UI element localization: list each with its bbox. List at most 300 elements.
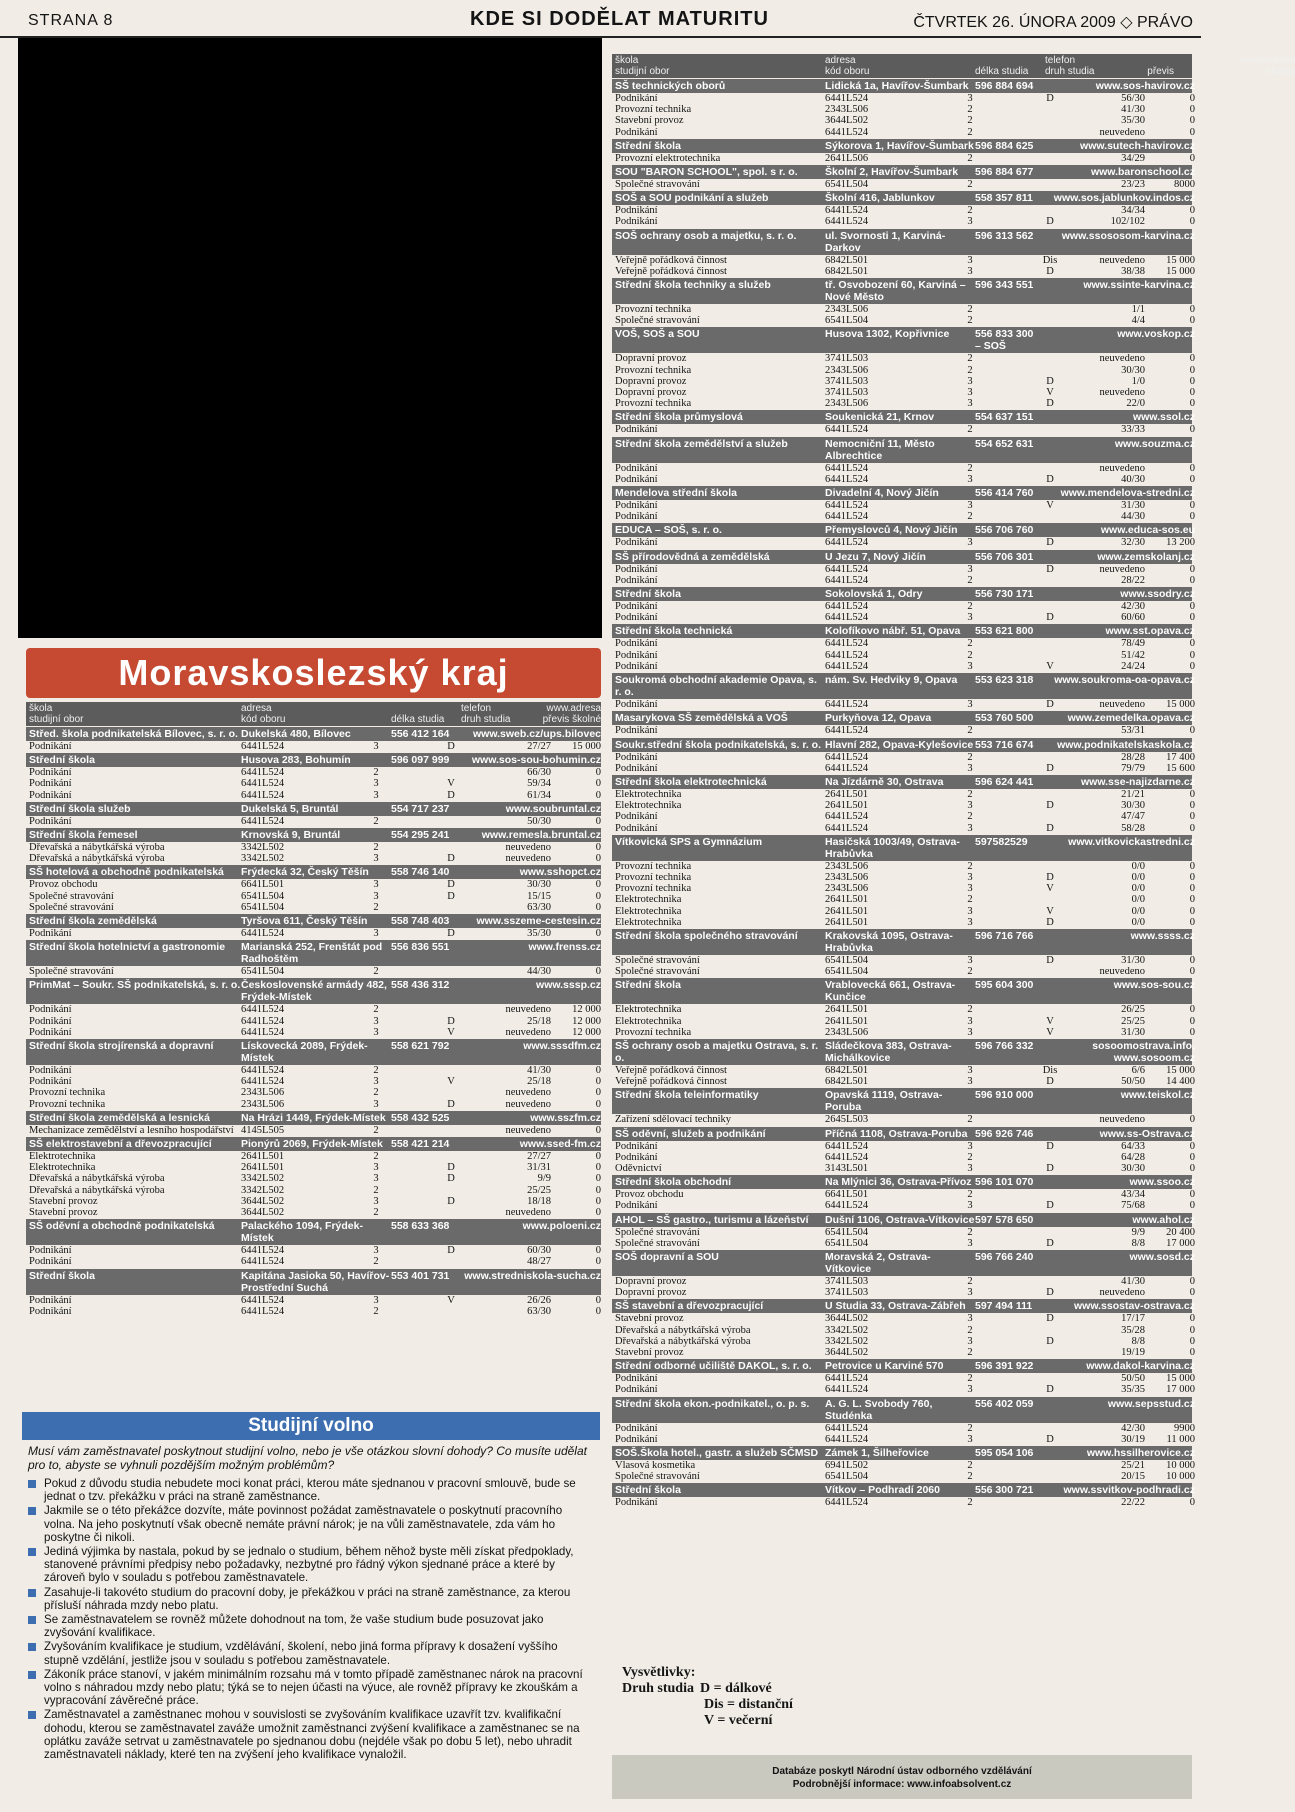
program-name: Dřevařská a nábytkářská výroba bbox=[615, 1324, 751, 1336]
fee-value: 15 000 bbox=[1166, 1373, 1195, 1385]
study-length: 2 bbox=[373, 901, 379, 913]
program-code: 3741L503 bbox=[825, 1287, 869, 1299]
school-website[interactable]: www.sszeme-cestesin.cz bbox=[476, 915, 601, 928]
fee-value: 10 000 bbox=[1166, 1460, 1195, 1472]
school-phone: 596 101 070 bbox=[975, 1176, 1034, 1189]
program-row bbox=[612, 1140, 1195, 1152]
program-name: Elektrotechnika bbox=[615, 1015, 682, 1027]
program-name: Dřevařská a nábytkářská výroba bbox=[29, 1184, 165, 1196]
school-phone: 596 884 677 bbox=[975, 166, 1034, 179]
study-type: D bbox=[447, 890, 455, 902]
program-name: Stavební provoz bbox=[615, 1347, 684, 1358]
col-program: studijní obor bbox=[615, 66, 670, 77]
program-row bbox=[26, 1065, 601, 1076]
program-row bbox=[612, 574, 1195, 586]
program-name: Vlasová kosmetika bbox=[615, 1460, 696, 1472]
study-leave-item: Jakmile se o této překážce dozvíte, máte povinnost požádat zaměstnavatele o poskytnutí pracovního volna. Na jeho poskytnutí však obecně nemáte právní nárok; je na vůli zaměstnavatele, zda vám ho poskytne či nikoli. bbox=[28, 1504, 594, 1544]
study-length: 3 bbox=[967, 905, 973, 917]
school-website[interactable]: www.teiskol.cz bbox=[1120, 1089, 1195, 1102]
school-website[interactable]: www.ssoo.cz bbox=[1129, 1176, 1195, 1189]
program-code: 6441L524 bbox=[825, 612, 869, 624]
school-website[interactable]: www.sssdfm.cz bbox=[523, 1040, 601, 1053]
fee-value: 0 bbox=[1189, 649, 1195, 661]
school-name: VOŠ, SOŠ a SOU bbox=[615, 328, 700, 341]
left-table-body bbox=[26, 727, 601, 1317]
program-row bbox=[612, 860, 1195, 872]
study-type: D bbox=[447, 1173, 455, 1185]
program-code: 6441L524 bbox=[825, 649, 869, 661]
program-name: Podnikání bbox=[29, 1305, 72, 1317]
school-website[interactable]: www.sos-sou.cz bbox=[1113, 979, 1195, 992]
study-length: 3 bbox=[373, 928, 379, 940]
school-website[interactable]: www.sszfm.cz bbox=[530, 1111, 601, 1124]
program-row bbox=[612, 265, 1195, 277]
program-name: Dopravní provoz bbox=[615, 353, 687, 365]
col-web: www.adresa bbox=[1240, 55, 1295, 66]
program-name: Podnikání bbox=[615, 563, 658, 575]
study-length: 2 bbox=[967, 638, 973, 650]
school-website[interactable]: www.podnikatelskaskola.cz bbox=[1057, 738, 1195, 751]
program-name: Veřejně pořádková činnost bbox=[615, 1064, 727, 1076]
program-row bbox=[612, 1275, 1195, 1287]
school-header-row bbox=[612, 1446, 1195, 1460]
study-type: D bbox=[447, 853, 455, 865]
fee-value: 0 bbox=[1189, 462, 1195, 474]
program-name: Společné stravování bbox=[615, 1237, 700, 1249]
study-type bbox=[411, 1125, 491, 1136]
fee-value: 0 bbox=[1189, 954, 1195, 966]
study-length: 2 bbox=[967, 511, 973, 523]
previs-value: neuvedeno bbox=[1099, 387, 1145, 399]
school-website[interactable]: www.soubruntal.cz bbox=[505, 802, 601, 815]
program-row bbox=[612, 563, 1195, 575]
program-name: Podnikání bbox=[615, 216, 658, 228]
legend-label: Druh studia bbox=[622, 1681, 694, 1696]
previs-value: 25/21 bbox=[1121, 1460, 1145, 1472]
previs-value: 6/6 bbox=[1131, 1064, 1145, 1076]
school-header-row bbox=[612, 437, 1195, 463]
school-phone: 556 300 721 bbox=[975, 1484, 1034, 1497]
col-phone: telefon bbox=[461, 703, 492, 714]
school-address: Moravská 2, Ostrava-Vítkovice bbox=[825, 1250, 931, 1275]
previs-value: 28/22 bbox=[1121, 574, 1145, 586]
col-address: adresa bbox=[825, 55, 856, 66]
school-phone: 553 760 500 bbox=[975, 712, 1034, 725]
school-website[interactable]: www.hssilherovice.cz bbox=[1086, 1447, 1195, 1460]
study-type bbox=[411, 1207, 491, 1218]
previs-value: neuvedeno bbox=[505, 1087, 551, 1099]
school-address: Kolofíkovo nábř. 51, Opava bbox=[825, 625, 961, 638]
program-row bbox=[612, 1004, 1195, 1016]
study-length: 3 bbox=[967, 216, 973, 228]
program-name: Podnikání bbox=[615, 500, 658, 512]
previs-value: 59/34 bbox=[527, 778, 551, 790]
study-length: 3 bbox=[373, 789, 379, 801]
study-length: 2 bbox=[967, 462, 973, 474]
study-type bbox=[1005, 1460, 1095, 1471]
program-name: Podnikání bbox=[615, 699, 658, 711]
school-phone: 556 706 301 bbox=[975, 550, 1034, 563]
study-type bbox=[1005, 511, 1095, 522]
program-row bbox=[26, 891, 601, 902]
previs-value: 50/50 bbox=[1121, 1373, 1145, 1385]
col-program: studijní obor bbox=[29, 714, 84, 725]
school-website[interactable]: www.vitkovickastredni.cz bbox=[1068, 835, 1195, 848]
school-website[interactable]: www.sutech-havirov.cz bbox=[1080, 139, 1195, 152]
school-website[interactable]: www.educa-sos.eu bbox=[1100, 524, 1195, 537]
study-type: V bbox=[1046, 660, 1054, 672]
school-website[interactable]: www.sssp.cz bbox=[536, 979, 601, 992]
program-code: 6441L524 bbox=[241, 789, 285, 801]
school-phone: 596 624 441 bbox=[975, 775, 1034, 788]
school-website[interactable]: www.ahol.cz bbox=[1132, 1213, 1195, 1226]
previs-value: 47/47 bbox=[1121, 811, 1145, 823]
program-name: Veřejně pořádková činnost bbox=[615, 265, 727, 277]
program-code: 6441L524 bbox=[241, 1004, 285, 1016]
fee-value: 0 bbox=[1189, 601, 1195, 613]
program-row bbox=[26, 928, 601, 939]
school-name: Střední škola technická bbox=[615, 625, 733, 638]
school-website[interactable]: www.voskop.cz bbox=[1117, 328, 1195, 341]
program-name: Dřevařská a nábytkářská výroba bbox=[29, 853, 165, 865]
school-phone: 595 604 300 bbox=[975, 979, 1034, 992]
program-row bbox=[26, 767, 601, 778]
program-row bbox=[26, 1027, 601, 1038]
program-row bbox=[612, 1335, 1195, 1347]
previs-value: 4/4 bbox=[1131, 315, 1145, 327]
school-phone: 596 097 999 bbox=[391, 754, 450, 767]
study-length: 3 bbox=[967, 871, 973, 883]
program-code: 2343L506 bbox=[825, 871, 869, 883]
program-row bbox=[26, 1076, 601, 1087]
study-type: D bbox=[1046, 1433, 1054, 1445]
study-leave-list bbox=[22, 1477, 600, 1761]
program-name: Podnikání bbox=[615, 638, 658, 650]
school-website[interactable]: www.dakol-karvina.cz bbox=[1086, 1360, 1195, 1373]
school-phone: 596 926 746 bbox=[975, 1127, 1034, 1140]
previs-value: 0/0 bbox=[1131, 894, 1145, 906]
program-code: 2641L506 bbox=[825, 152, 869, 164]
program-name: Dopravní provoz bbox=[615, 1287, 687, 1299]
program-name: Podnikání bbox=[29, 928, 72, 940]
program-row bbox=[612, 1076, 1195, 1088]
region-banner: Moravskoslezský kraj bbox=[26, 648, 601, 698]
previs-value: neuvedeno bbox=[1099, 699, 1145, 711]
school-website[interactable]: www.sos.jablunkov.indos.cz bbox=[1053, 192, 1195, 205]
study-length: 2 bbox=[967, 1497, 973, 1509]
program-name: Podnikání bbox=[615, 473, 658, 485]
school-address: Krnovská 9, Bruntál bbox=[241, 829, 341, 842]
previs-value: 79/79 bbox=[1121, 762, 1145, 774]
school-website[interactable]: www.soukroma-oa-opava.cz bbox=[1054, 674, 1195, 687]
school-name: Střední škola průmyslová bbox=[615, 411, 743, 424]
source-line: Databáze poskytl Národní ústav odborného vzdělávání bbox=[772, 1766, 1032, 1777]
school-phone: 596 343 551 bbox=[975, 279, 1034, 292]
school-website[interactable]: www.sshopct.cz bbox=[519, 866, 601, 879]
previs-value: neuvedeno bbox=[505, 1026, 551, 1038]
school-website[interactable]: www.ssed-fm.cz bbox=[519, 1138, 601, 1151]
study-type: D bbox=[1046, 265, 1054, 277]
school-address: Lidická 1a, Havířov-Šumbark bbox=[825, 80, 969, 92]
school-name: AHOL – SŠ gastro., turismu a lázeňství bbox=[615, 1213, 809, 1226]
study-type: D bbox=[1046, 800, 1054, 812]
study-type bbox=[1005, 315, 1095, 326]
study-type bbox=[411, 1065, 491, 1076]
col-school: škola bbox=[29, 703, 53, 714]
school-website[interactable]: sosoomostrava.info, www.sosoom.cz bbox=[1092, 1039, 1195, 1064]
school-website[interactable]: www.ssodry.cz bbox=[1120, 588, 1195, 601]
previs-value: 66/30 bbox=[527, 767, 551, 779]
school-phone: 558 621 792 bbox=[391, 1040, 450, 1053]
school-name: Soukromá obchodní akademie Opava, s. r. o. bbox=[615, 674, 817, 699]
study-type: D bbox=[1046, 1140, 1054, 1152]
program-row bbox=[612, 1347, 1195, 1358]
program-name: Stavební provoz bbox=[29, 1207, 98, 1219]
study-length: 2 bbox=[967, 1004, 973, 1016]
study-length: 2 bbox=[967, 1226, 973, 1238]
study-type bbox=[1005, 1114, 1095, 1125]
previs-value: 42/30 bbox=[1121, 1422, 1145, 1434]
program-name: Podnikání bbox=[615, 1140, 658, 1152]
school-website[interactable]: www.sos-havirov.cz bbox=[1095, 80, 1195, 92]
study-type: D bbox=[1046, 563, 1054, 575]
fee-value: 0 bbox=[595, 928, 601, 940]
school-header-row bbox=[612, 523, 1195, 537]
program-row bbox=[26, 816, 601, 827]
program-name: Podnikání bbox=[29, 1015, 72, 1027]
fee-value: 0 bbox=[1189, 1335, 1195, 1347]
program-name: Dřevařská a nábytkářská výroba bbox=[615, 1335, 751, 1347]
previs-value: 60/30 bbox=[527, 1245, 551, 1257]
school-header-row bbox=[26, 865, 601, 879]
program-row bbox=[612, 500, 1195, 512]
school-website[interactable]: www.ssinte-karvina.cz bbox=[1083, 279, 1195, 292]
school-website[interactable]: www.ssostav-ostrava.cz bbox=[1074, 1300, 1195, 1313]
school-website[interactable]: www.ssososom-karvina.cz bbox=[1061, 229, 1195, 242]
fee-value: 0 bbox=[595, 1087, 601, 1099]
school-website[interactable]: www.ssol.cz bbox=[1132, 411, 1195, 424]
study-type bbox=[1005, 752, 1095, 763]
school-header-row bbox=[26, 1137, 601, 1151]
fee-value: 0 bbox=[1189, 574, 1195, 586]
program-name: Zařízení sdělovací techniky bbox=[615, 1114, 732, 1126]
study-type bbox=[1005, 115, 1095, 126]
school-name: SOŠ a SOU podnikání a služeb bbox=[615, 192, 769, 205]
previs-value: 40/30 bbox=[1121, 473, 1145, 485]
school-phone: 556 730 171 bbox=[975, 588, 1034, 601]
school-address: Dukelská 480, Bílovec bbox=[241, 728, 351, 740]
program-row bbox=[26, 1207, 601, 1218]
program-code: 6441L524 bbox=[241, 1065, 285, 1077]
program-code: 6541L504 bbox=[825, 1237, 869, 1249]
study-length: 2 bbox=[967, 649, 973, 661]
fee-value: 0 bbox=[1189, 126, 1195, 138]
study-type bbox=[1005, 894, 1095, 905]
study-length: 2 bbox=[373, 1151, 379, 1163]
col-length: délka studia bbox=[975, 66, 1029, 77]
study-type bbox=[1005, 601, 1095, 612]
program-row bbox=[612, 104, 1195, 116]
program-row bbox=[26, 902, 601, 913]
study-type bbox=[1005, 966, 1095, 977]
program-name: Dřevařská a nábytkářská výroba bbox=[29, 1173, 165, 1185]
col-code: kód oboru bbox=[825, 66, 870, 77]
right-table-body bbox=[612, 79, 1195, 1509]
school-website[interactable]: www.souzma.cz bbox=[1114, 437, 1195, 450]
program-name: Podnikání bbox=[615, 537, 658, 549]
previs-value: 53/31 bbox=[1121, 725, 1145, 737]
program-code: 6441L524 bbox=[825, 1497, 869, 1509]
previs-value: 31/30 bbox=[1121, 1026, 1145, 1038]
study-length: 2 bbox=[967, 894, 973, 906]
previs-value: 31/30 bbox=[1121, 500, 1145, 512]
school-website[interactable]: www.remesla.bruntal.cz bbox=[481, 829, 601, 842]
previs-value: 26/26 bbox=[527, 1294, 551, 1306]
program-row bbox=[612, 179, 1195, 191]
school-website[interactable]: www.zemedelka.opava.cz bbox=[1067, 712, 1195, 725]
school-header-row bbox=[612, 1483, 1195, 1497]
fee-value: 0 bbox=[1189, 871, 1195, 883]
previs-value: 26/25 bbox=[1121, 1004, 1145, 1016]
school-phone: 554 652 631 bbox=[975, 437, 1034, 450]
program-name: Provozní elektrotechnika bbox=[615, 152, 721, 164]
study-type: D bbox=[447, 1098, 455, 1110]
study-length: 3 bbox=[373, 1015, 379, 1027]
school-phone: 596 716 766 bbox=[975, 929, 1034, 942]
school-website[interactable]: www.zemskolanj.cz bbox=[1097, 550, 1195, 563]
source-link[interactable]: Podrobnější informace: www.infoabsolvent.cz bbox=[792, 1779, 1012, 1790]
school-website[interactable]: www.sweb.cz/ups.bilovec bbox=[473, 728, 601, 740]
study-type bbox=[411, 966, 491, 977]
study-type bbox=[411, 767, 491, 778]
program-code: 6441L524 bbox=[825, 1373, 869, 1385]
study-length: 3 bbox=[967, 537, 973, 549]
program-name: Podnikání bbox=[615, 1422, 658, 1434]
study-type: D bbox=[447, 1162, 455, 1174]
previs-value: neuvedeno bbox=[1099, 1287, 1145, 1299]
program-row bbox=[26, 1196, 601, 1207]
program-name: Podnikání bbox=[615, 822, 658, 834]
school-name: Soukr.střední škola podnikatelská, s. r. o. bbox=[615, 738, 821, 751]
study-type: D bbox=[1046, 1384, 1054, 1396]
program-row bbox=[612, 954, 1195, 966]
previs-value: 17/17 bbox=[1121, 1313, 1145, 1325]
study-length: 2 bbox=[373, 1256, 379, 1268]
col-previs: převis bbox=[1147, 66, 1174, 77]
program-name: Podnikání bbox=[29, 1004, 72, 1016]
study-type: D bbox=[1046, 1162, 1054, 1174]
program-code: 2343L506 bbox=[825, 1026, 869, 1038]
school-phone: 596 391 922 bbox=[975, 1360, 1034, 1373]
school-website[interactable]: www.baronschool.cz bbox=[1090, 166, 1195, 179]
school-website[interactable]: www.sosd.cz bbox=[1129, 1250, 1195, 1263]
school-phone: 556 833 300 – SOŠ bbox=[975, 328, 1034, 353]
school-phone: 597 578 650 bbox=[975, 1213, 1034, 1226]
fee-value: 0 bbox=[1189, 811, 1195, 823]
previs-value: 25/18 bbox=[527, 1076, 551, 1088]
study-type bbox=[1005, 127, 1095, 138]
previs-value: 42/30 bbox=[1121, 601, 1145, 613]
school-address: Divadelní 4, Nový Jičín bbox=[825, 487, 939, 500]
program-row bbox=[26, 790, 601, 801]
study-type bbox=[1005, 365, 1095, 376]
study-length: 2 bbox=[373, 966, 379, 978]
fee-value: 0 bbox=[1189, 500, 1195, 512]
school-header-row bbox=[612, 775, 1195, 789]
program-code: 6441L524 bbox=[825, 500, 869, 512]
fee-value: 0 bbox=[1189, 883, 1195, 895]
fee-value: 0 bbox=[1189, 205, 1195, 217]
program-code: 3342L502 bbox=[241, 1184, 285, 1196]
program-row bbox=[612, 601, 1195, 613]
study-leave-item: Zvyšováním kvalifikace je studium, vzdělávání, školení, nebo jiná forma přípravy k dosažení vyššího stupně vzdělání, jestliže jsou v souladu s potřebou zaměstnavatele. bbox=[28, 1640, 594, 1666]
fee-value: 20 400 bbox=[1166, 1226, 1195, 1238]
school-website[interactable]: www.stredniskola-sucha.cz bbox=[464, 1269, 601, 1282]
program-code: 3644L502 bbox=[825, 1313, 869, 1325]
school-website[interactable]: www.sos-sou-bohumin.cz bbox=[471, 754, 601, 767]
program-name: Společné stravování bbox=[29, 901, 114, 913]
school-name: Střední škola bbox=[615, 139, 681, 152]
program-code: 3342L502 bbox=[241, 1173, 285, 1185]
study-type: V bbox=[1046, 905, 1054, 917]
study-type: V bbox=[1046, 387, 1054, 399]
school-website[interactable]: www.ssss.cz bbox=[1130, 929, 1195, 942]
program-code: 6441L524 bbox=[825, 511, 869, 523]
school-name: SŠ technických oborů bbox=[615, 80, 726, 92]
school-website[interactable]: www.mendelova-stredni.cz bbox=[1060, 487, 1195, 500]
school-website[interactable]: www.frenss.cz bbox=[528, 941, 601, 954]
previs-value: neuvedeno bbox=[1099, 353, 1145, 365]
study-length: 2 bbox=[967, 424, 973, 436]
study-type: D bbox=[1046, 216, 1054, 228]
fee-value: 0 bbox=[1189, 822, 1195, 834]
study-type bbox=[1005, 1325, 1095, 1336]
study-type bbox=[1005, 1276, 1095, 1287]
fee-value: 0 bbox=[595, 1162, 601, 1174]
school-website[interactable]: www.ss-Ostrava.cz bbox=[1099, 1127, 1195, 1140]
fee-value: 0 bbox=[1189, 424, 1195, 436]
previs-value: 78/49 bbox=[1121, 638, 1145, 650]
study-length: 2 bbox=[967, 1471, 973, 1483]
school-website[interactable]: www.sepsstud.cz bbox=[1107, 1397, 1195, 1410]
school-website[interactable]: www.sse-najizdarne.cz bbox=[1081, 775, 1195, 788]
redacted-area bbox=[18, 38, 602, 638]
legend-item: D = dálkové bbox=[700, 1681, 772, 1696]
school-address: Dušní 1106, Ostrava-Vítkovice bbox=[825, 1213, 975, 1226]
program-code: 2343L506 bbox=[241, 1098, 285, 1110]
study-type: D bbox=[1046, 473, 1054, 485]
school-phone: 558 432 525 bbox=[391, 1111, 450, 1124]
study-leave-item: Zákoník práce stanoví, v jakém minimálním rozsahu má v tomto případě zaměstnanec nárok na pracovní volno s náhradou mzdy nebo platu; týká se to nejen účasti na výuce, ale rovněž přípravy ke zkouškám a vypracování závěrečné práce. bbox=[28, 1668, 594, 1708]
program-name: Podnikání bbox=[615, 1373, 658, 1385]
program-name: Podnikání bbox=[29, 815, 72, 827]
school-website[interactable]: www.sst.opava.cz bbox=[1105, 625, 1195, 638]
study-length: 2 bbox=[373, 1305, 379, 1317]
fee-value: 0 bbox=[1189, 1287, 1195, 1299]
school-website[interactable]: www.poloeni.cz bbox=[522, 1220, 601, 1233]
fee-value: 15 000 bbox=[572, 741, 601, 752]
school-website[interactable]: www.ssvitkov-podhradi.cz bbox=[1063, 1484, 1195, 1497]
program-row bbox=[612, 205, 1195, 217]
fee-value: 0 bbox=[1189, 725, 1195, 737]
program-row bbox=[612, 649, 1195, 661]
fee-value: 0 bbox=[1189, 1347, 1195, 1358]
program-code: 2343L506 bbox=[825, 398, 869, 410]
school-address: U Jezu 7, Nový Jičín bbox=[825, 550, 926, 563]
program-code: 6842L501 bbox=[825, 265, 869, 277]
study-type bbox=[1005, 1152, 1095, 1163]
previs-value: neuvedeno bbox=[1099, 254, 1145, 266]
